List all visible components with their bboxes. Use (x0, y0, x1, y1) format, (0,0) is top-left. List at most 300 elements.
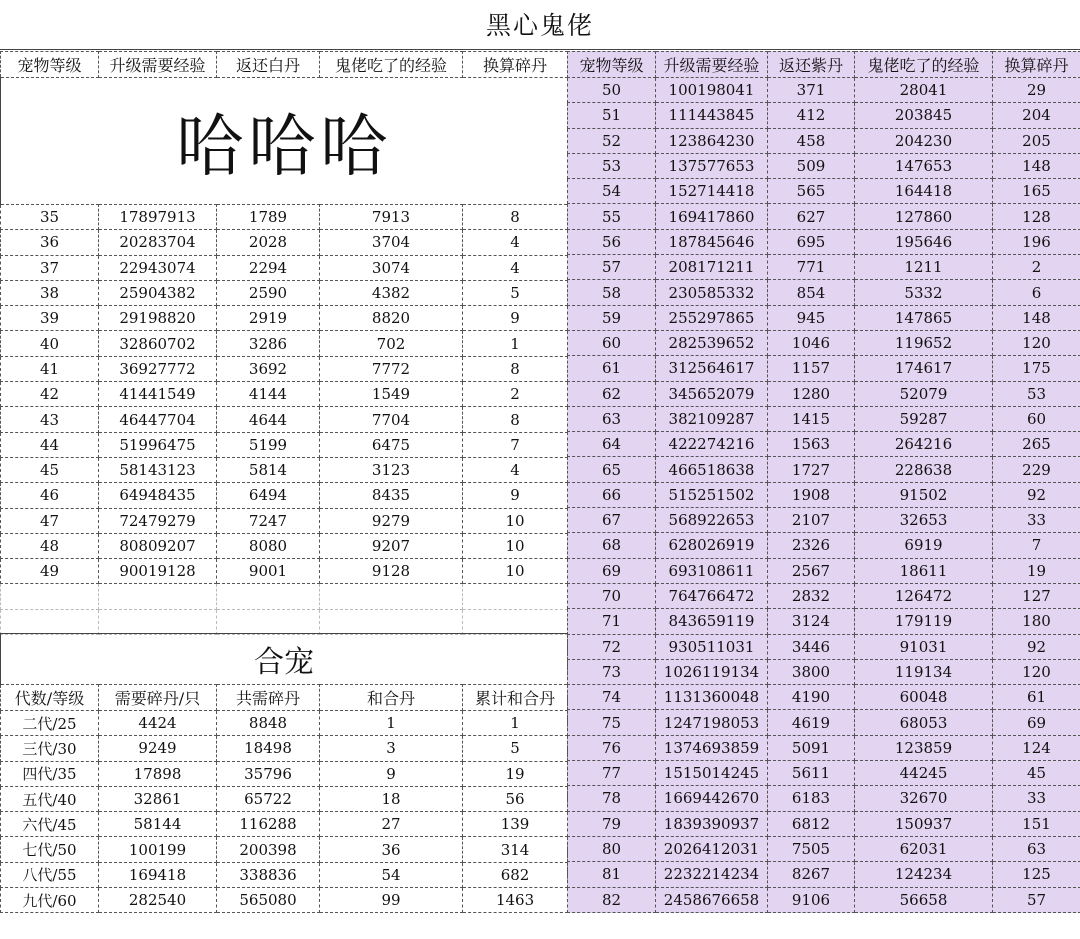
table-cell: 27 (320, 812, 463, 837)
table-cell: 6183 (768, 786, 855, 811)
table-row (1, 483, 568, 508)
table-cell: 2 (463, 382, 568, 407)
table-cell: 82 (568, 887, 656, 912)
table-cell: 945 (768, 305, 855, 330)
right-header-cell: 宠物等级 (568, 52, 656, 78)
table-cell: 10 (463, 533, 568, 558)
table-cell: 33 (993, 508, 1080, 533)
table-cell: 29 (993, 78, 1080, 103)
table-cell: 19 (993, 558, 1080, 583)
table-cell: 771 (768, 255, 855, 280)
empty-cell (99, 584, 217, 609)
table-cell: 2294 (217, 255, 320, 280)
table-cell: 702 (320, 331, 463, 356)
table-cell: 229 (993, 457, 1080, 482)
table-row (568, 128, 1080, 153)
table-cell: 2832 (768, 583, 855, 608)
table-row (1, 711, 568, 736)
table-cell: 80 (568, 836, 656, 861)
table-cell: 10 (463, 559, 568, 584)
table-cell: 68 (568, 533, 656, 558)
table-cell: 72479279 (99, 508, 217, 533)
right-header-cell: 返还紫丹 (768, 52, 855, 78)
table-cell: 92 (993, 634, 1080, 659)
table-row (568, 204, 1080, 229)
table-cell: 17897913 (99, 205, 217, 230)
table-cell: 205 (993, 128, 1080, 153)
table-cell: 111443845 (656, 103, 768, 128)
right-header-cell: 升级需要经验 (656, 52, 768, 78)
table-cell: 175 (993, 356, 1080, 381)
table-cell: 45 (993, 761, 1080, 786)
table-cell: 66 (568, 482, 656, 507)
table-cell: 9 (463, 483, 568, 508)
table-cell: 3692 (217, 356, 320, 381)
table-cell: 2919 (217, 306, 320, 331)
sheet-title: 黑心鬼佬 (0, 2, 1080, 50)
table-row (1, 559, 568, 584)
table-row (568, 508, 1080, 533)
table-cell: 2026412031 (656, 836, 768, 861)
table-cell: 3286 (217, 331, 320, 356)
table-cell: 3704 (320, 230, 463, 255)
table-cell: 9249 (99, 736, 217, 761)
table-cell: 1463 (463, 888, 568, 913)
table-row (568, 229, 1080, 254)
table-cell: 1046 (768, 330, 855, 355)
table-cell: 29198820 (99, 306, 217, 331)
table-cell: 100198041 (656, 78, 768, 103)
empty-cell (463, 609, 568, 634)
table-cell: 64948435 (99, 483, 217, 508)
table-cell: 44245 (855, 761, 993, 786)
table-cell: 4190 (768, 685, 855, 710)
table-cell: 6475 (320, 432, 463, 457)
table-cell: 43 (1, 407, 99, 432)
table-cell: 3124 (768, 609, 855, 634)
table-cell: 147865 (855, 305, 993, 330)
table-cell: 32670 (855, 786, 993, 811)
table-cell: 843659119 (656, 609, 768, 634)
table-cell: 382109287 (656, 406, 768, 431)
table-cell: 10 (463, 508, 568, 533)
table-cell: 116288 (217, 812, 320, 837)
table-cell: 8435 (320, 483, 463, 508)
table-row (1, 356, 568, 381)
table-cell: 6812 (768, 811, 855, 836)
table-row (1, 786, 568, 811)
table-cell: 54 (320, 862, 463, 887)
table-cell: 314 (463, 837, 568, 862)
table-cell: 18498 (217, 736, 320, 761)
table-row (1, 457, 568, 482)
table-cell: 422274216 (656, 432, 768, 457)
table-cell: 40 (1, 331, 99, 356)
table-cell: 147653 (855, 153, 993, 178)
table-cell: 228638 (855, 457, 993, 482)
merge-header-cell: 累计和合丹 (463, 685, 568, 711)
table-cell: 7247 (217, 508, 320, 533)
table-row (568, 255, 1080, 280)
table-cell: 8 (463, 205, 568, 230)
table-cell: 19 (463, 761, 568, 786)
table-row (1, 205, 568, 230)
table-cell: 119134 (855, 659, 993, 684)
table-cell: 123864230 (656, 128, 768, 153)
table-cell: 9279 (320, 508, 463, 533)
table-cell: 41 (1, 356, 99, 381)
table-cell: 91502 (855, 482, 993, 507)
table-cell: 70 (568, 583, 656, 608)
table-cell: 628026919 (656, 533, 768, 558)
table-cell: 2028 (217, 230, 320, 255)
left-header-cell: 升级需要经验 (99, 52, 217, 78)
table-cell: 1908 (768, 482, 855, 507)
left-header-row (1, 52, 568, 78)
table-row (1, 862, 568, 887)
table-row (568, 609, 1080, 634)
table-cell: 32861 (99, 786, 217, 811)
table-cell: 七代/50 (1, 837, 99, 862)
table-row (568, 836, 1080, 861)
table-cell: 1026119134 (656, 659, 768, 684)
table-cell: 78 (568, 786, 656, 811)
table-cell: 8267 (768, 862, 855, 887)
table-cell: 4382 (320, 280, 463, 305)
table-cell: 200398 (217, 837, 320, 862)
table-cell: 7 (463, 432, 568, 457)
merge-header-cell: 代数/等级 (1, 685, 99, 711)
table-cell: 150937 (855, 811, 993, 836)
table-cell: 92 (993, 482, 1080, 507)
table-cell: 49 (1, 559, 99, 584)
table-cell: 7505 (768, 836, 855, 861)
table-cell: 204230 (855, 128, 993, 153)
table-cell: 35796 (217, 761, 320, 786)
table-cell: 5091 (768, 735, 855, 760)
table-cell: 69 (993, 710, 1080, 735)
table-cell: 1549 (320, 382, 463, 407)
left-header-cell: 宠物等级 (1, 52, 99, 78)
table-cell: 1839390937 (656, 811, 768, 836)
table-cell: 682 (463, 862, 568, 887)
table-cell: 80809207 (99, 533, 217, 558)
table-cell: 204 (993, 103, 1080, 128)
table-cell: 55 (568, 204, 656, 229)
table-cell: 九代/60 (1, 888, 99, 913)
table-cell: 36927772 (99, 356, 217, 381)
table-cell: 72 (568, 634, 656, 659)
table-cell: 7913 (320, 205, 463, 230)
merge-header-cell: 共需碎丹 (217, 685, 320, 711)
table-cell: 1 (463, 711, 568, 736)
table-cell: 6919 (855, 533, 993, 558)
table-cell: 33 (993, 786, 1080, 811)
table-cell: 9001 (217, 559, 320, 584)
table-cell: 41441549 (99, 382, 217, 407)
table-cell: 458 (768, 128, 855, 153)
table-cell: 169417860 (656, 204, 768, 229)
table-cell: 312564617 (656, 356, 768, 381)
table-row (568, 685, 1080, 710)
table-row (568, 761, 1080, 786)
table-cell: 二代/25 (1, 711, 99, 736)
table-cell: 1131360048 (656, 685, 768, 710)
table-cell: 56658 (855, 887, 993, 912)
table-cell: 77 (568, 761, 656, 786)
table-cell: 124 (993, 735, 1080, 760)
empty-cell (320, 609, 463, 634)
table-cell: 3074 (320, 255, 463, 280)
table-row (1, 382, 568, 407)
empty-row (1, 609, 568, 634)
table-row (568, 887, 1080, 912)
table-cell: 764766472 (656, 583, 768, 608)
table-cell: 8 (463, 407, 568, 432)
table-row (568, 786, 1080, 811)
table-cell: 5 (463, 280, 568, 305)
table-cell: 7 (993, 533, 1080, 558)
merge-header-row (1, 685, 568, 711)
big-laugh-text: 哈哈哈 (1, 78, 568, 205)
table-cell: 509 (768, 153, 855, 178)
table-cell: 854 (768, 280, 855, 305)
table-cell: 58144 (99, 812, 217, 837)
table-row (1, 736, 568, 761)
table-cell: 120 (993, 330, 1080, 355)
table-cell: 65722 (217, 786, 320, 811)
table-row (568, 634, 1080, 659)
table-cell: 139 (463, 812, 568, 837)
table-cell: 137577653 (656, 153, 768, 178)
table-cell: 6 (993, 280, 1080, 305)
table-row (1, 407, 568, 432)
right-header-cell: 鬼佬吃了的经验 (855, 52, 993, 78)
table-cell: 61 (993, 685, 1080, 710)
table-cell: 125 (993, 862, 1080, 887)
table-cell: 90019128 (99, 559, 217, 584)
table-cell: 695 (768, 229, 855, 254)
pet-merge-table (0, 633, 568, 913)
table-cell: 61 (568, 356, 656, 381)
table-cell: 148 (993, 153, 1080, 178)
table-row (568, 330, 1080, 355)
table-cell: 68053 (855, 710, 993, 735)
table-row (568, 153, 1080, 178)
table-cell: 8080 (217, 533, 320, 558)
merge-header-cell: 和合丹 (320, 685, 463, 711)
table-cell: 196 (993, 229, 1080, 254)
table-cell: 2458676658 (656, 887, 768, 912)
table-cell: 60 (568, 330, 656, 355)
table-row (568, 381, 1080, 406)
table-cell: 565080 (217, 888, 320, 913)
table-cell: 63 (568, 406, 656, 431)
table-cell: 127860 (855, 204, 993, 229)
table-cell: 2107 (768, 508, 855, 533)
empty-cell (217, 609, 320, 634)
table-cell: 179119 (855, 609, 993, 634)
table-row (568, 583, 1080, 608)
table-cell: 152714418 (656, 179, 768, 204)
table-cell: 62031 (855, 836, 993, 861)
table-cell: 4144 (217, 382, 320, 407)
table-row (568, 811, 1080, 836)
table-row (1, 432, 568, 457)
table-cell: 65 (568, 457, 656, 482)
empty-cell (320, 584, 463, 609)
table-cell: 18611 (855, 558, 993, 583)
table-cell: 35 (1, 205, 99, 230)
table-cell: 195646 (855, 229, 993, 254)
table-cell: 5332 (855, 280, 993, 305)
table-row (568, 280, 1080, 305)
table-cell: 148 (993, 305, 1080, 330)
table-row (1, 888, 568, 913)
table-row (568, 406, 1080, 431)
table-cell: 91031 (855, 634, 993, 659)
table-cell: 151 (993, 811, 1080, 836)
table-row (568, 103, 1080, 128)
table-cell: 60048 (855, 685, 993, 710)
table-cell: 9128 (320, 559, 463, 584)
table-cell: 79 (568, 811, 656, 836)
table-cell: 568922653 (656, 508, 768, 533)
table-cell: 345652079 (656, 381, 768, 406)
table-cell: 2 (993, 255, 1080, 280)
empty-row (1, 584, 568, 609)
table-cell: 338836 (217, 862, 320, 887)
table-cell: 9106 (768, 887, 855, 912)
table-cell: 47 (1, 508, 99, 533)
table-cell: 5611 (768, 761, 855, 786)
table-cell: 75 (568, 710, 656, 735)
table-cell: 18 (320, 786, 463, 811)
table-cell: 22943074 (99, 255, 217, 280)
table-cell: 282539652 (656, 330, 768, 355)
table-cell: 1789 (217, 205, 320, 230)
empty-cell (99, 609, 217, 634)
table-cell: 371 (768, 78, 855, 103)
table-cell: 7704 (320, 407, 463, 432)
right-header-row (568, 52, 1080, 78)
table-cell: 60 (993, 406, 1080, 431)
table-cell: 466518638 (656, 457, 768, 482)
merge-title: 合宠 (1, 634, 568, 685)
table-cell: 4424 (99, 711, 217, 736)
table-cell: 203845 (855, 103, 993, 128)
table-cell: 63 (993, 836, 1080, 861)
table-cell: 4644 (217, 407, 320, 432)
table-cell: 1515014245 (656, 761, 768, 786)
left-header-cell: 鬼佬吃了的经验 (320, 52, 463, 78)
table-cell: 693108611 (656, 558, 768, 583)
table-cell: 51996475 (99, 432, 217, 457)
right-header-cell: 换算碎丹 (993, 52, 1080, 78)
table-cell: 265 (993, 432, 1080, 457)
table-row (1, 331, 568, 356)
table-cell: 1727 (768, 457, 855, 482)
table-cell: 20283704 (99, 230, 217, 255)
table-cell: 123859 (855, 735, 993, 760)
table-row (568, 78, 1080, 103)
merge-header-cell: 需要碎丹/只 (99, 685, 217, 711)
table-cell: 54 (568, 179, 656, 204)
table-row (1, 230, 568, 255)
table-cell: 三代/30 (1, 736, 99, 761)
table-cell: 2567 (768, 558, 855, 583)
table-cell: 50 (568, 78, 656, 103)
empty-cell (217, 584, 320, 609)
table-cell: 37 (1, 255, 99, 280)
table-cell: 282540 (99, 888, 217, 913)
table-cell: 1374693859 (656, 735, 768, 760)
table-cell: 230585332 (656, 280, 768, 305)
table-cell: 120 (993, 659, 1080, 684)
table-cell: 59 (568, 305, 656, 330)
table-cell: 128 (993, 204, 1080, 229)
table-cell: 67 (568, 508, 656, 533)
table-cell: 56 (568, 229, 656, 254)
table-cell: 32653 (855, 508, 993, 533)
left-header-cell: 返还白丹 (217, 52, 320, 78)
table-row (1, 508, 568, 533)
table-cell: 64 (568, 432, 656, 457)
table-cell: 76 (568, 735, 656, 760)
table-cell: 39 (1, 306, 99, 331)
table-row (568, 356, 1080, 381)
empty-cell (1, 609, 99, 634)
table-cell: 9207 (320, 533, 463, 558)
table-row (1, 255, 568, 280)
table-cell: 180 (993, 609, 1080, 634)
table-cell: 44 (1, 432, 99, 457)
table-cell: 515251502 (656, 482, 768, 507)
table-cell: 48 (1, 533, 99, 558)
table-cell: 46447704 (99, 407, 217, 432)
table-cell: 264216 (855, 432, 993, 457)
table-cell: 565 (768, 179, 855, 204)
table-cell: 57 (993, 887, 1080, 912)
table-cell: 53 (568, 153, 656, 178)
table-cell: 1 (320, 711, 463, 736)
table-cell: 81 (568, 862, 656, 887)
table-cell: 八代/55 (1, 862, 99, 887)
table-cell: 124234 (855, 862, 993, 887)
table-cell: 100199 (99, 837, 217, 862)
table-cell: 52079 (855, 381, 993, 406)
table-cell: 5 (463, 736, 568, 761)
table-row (1, 280, 568, 305)
table-cell: 1415 (768, 406, 855, 431)
table-cell: 3123 (320, 457, 463, 482)
table-cell: 1 (463, 331, 568, 356)
table-cell: 28041 (855, 78, 993, 103)
table-cell: 42 (1, 382, 99, 407)
table-cell: 五代/40 (1, 786, 99, 811)
table-row (1, 533, 568, 558)
table-cell: 7772 (320, 356, 463, 381)
table-row (568, 558, 1080, 583)
table-cell: 52 (568, 128, 656, 153)
table-cell: 六代/45 (1, 812, 99, 837)
table-cell: 99 (320, 888, 463, 913)
table-cell: 62 (568, 381, 656, 406)
table-cell: 73 (568, 659, 656, 684)
table-row (1, 812, 568, 837)
table-cell: 1157 (768, 356, 855, 381)
table-cell: 165 (993, 179, 1080, 204)
